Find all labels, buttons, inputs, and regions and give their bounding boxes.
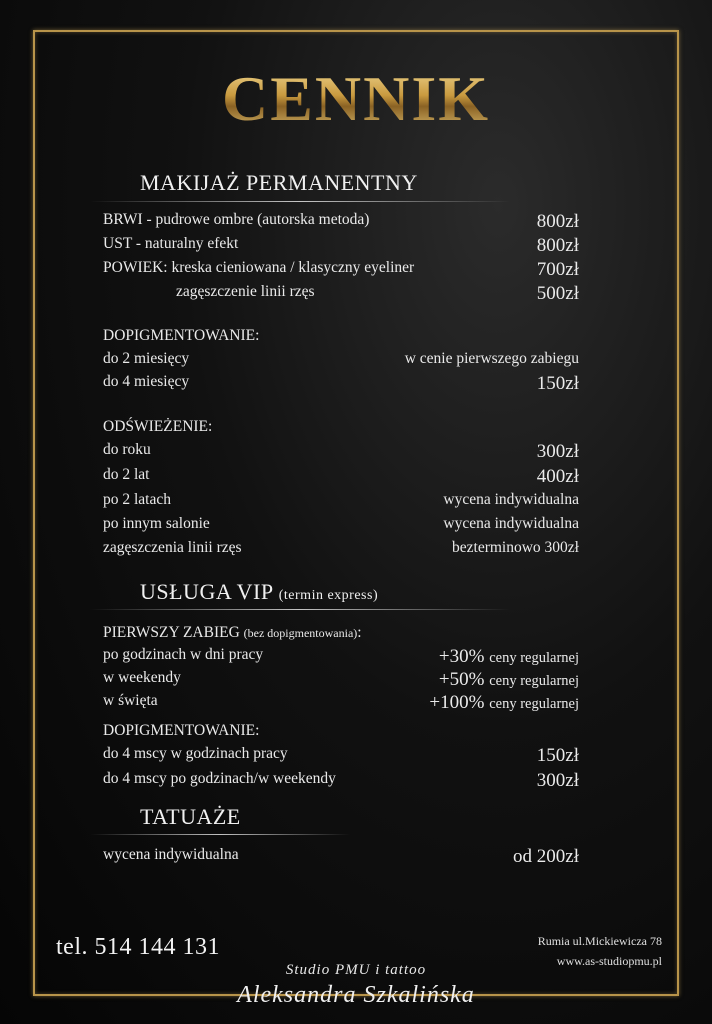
first-treatment-note: (bez dopigmentowania) xyxy=(243,626,358,640)
surcharge-suffix: ceny regularnej xyxy=(489,673,579,689)
price-row xyxy=(0,491,712,515)
subheading-refresh: ODŚWIEŻENIE: xyxy=(103,418,213,435)
price-value xyxy=(439,669,579,691)
price-label: zagęszczenie linii rzęs xyxy=(176,283,315,300)
price-row xyxy=(0,350,712,374)
section-heading-permanent-makeup: MAKIJAŻ PERMANENTNY xyxy=(140,170,418,195)
section-divider xyxy=(90,201,510,202)
price-value: wycena indywidualna xyxy=(443,515,579,532)
price-value: 300zł xyxy=(536,770,579,791)
price-value: 150zł xyxy=(536,745,579,766)
owner-signature: Aleksandra Szkalińska xyxy=(237,982,475,1008)
phone-number: tel. 514 144 131 xyxy=(56,934,220,960)
subheading-dopigmentation-vip: DOPIGMENTOWANIE: xyxy=(103,722,260,739)
price-label: w weekendy xyxy=(103,669,181,686)
price-label: wycena indywidualna xyxy=(103,846,239,863)
price-value: 300zł xyxy=(536,441,579,462)
price-label: do 2 lat xyxy=(103,466,150,483)
page-title: CENNIK xyxy=(0,62,712,136)
price-row xyxy=(0,259,712,283)
price-value xyxy=(439,646,579,668)
section-divider xyxy=(90,609,510,610)
price-row xyxy=(0,669,712,693)
price-row xyxy=(0,235,712,259)
surcharge-percent: +30% xyxy=(438,646,485,667)
price-row xyxy=(0,515,712,539)
price-row xyxy=(0,692,712,716)
price-row xyxy=(0,441,712,465)
address: Rumia ul.Mickiewicza 78 xyxy=(537,934,662,948)
first-treatment-label: PIERWSZY ZABIEG xyxy=(103,624,240,641)
price-row xyxy=(0,745,712,769)
price-value: wycena indywidualna xyxy=(443,491,579,508)
price-label: do 2 miesięcy xyxy=(103,350,190,367)
price-label: do 4 mscy w godzinach pracy xyxy=(103,745,288,762)
price-label: po godzinach w dni pracy xyxy=(103,646,264,663)
price-row xyxy=(0,646,712,670)
price-label: POWIEK: kreska cieniowana / klasyczny eyeliner xyxy=(103,259,415,276)
studio-name: Studio PMU i tattoo xyxy=(285,962,427,978)
price-row xyxy=(0,373,712,397)
vip-heading-note: (termin express) xyxy=(278,588,379,603)
section-heading-tattoo: TATUAŻE xyxy=(140,804,241,829)
section-heading-vip xyxy=(140,579,378,605)
price-label: do roku xyxy=(103,441,151,458)
surcharge-percent: +100% xyxy=(429,692,485,713)
section-divider xyxy=(90,834,350,835)
price-row xyxy=(0,466,712,490)
price-value: 800zł xyxy=(536,235,579,256)
price-label: w święta xyxy=(103,692,158,709)
price-value xyxy=(429,692,579,714)
first-treatment-colon: : xyxy=(357,624,362,641)
price-value: 800zł xyxy=(536,211,579,232)
price-value: 150zł xyxy=(536,373,579,394)
price-label: UST - naturalny efekt xyxy=(103,235,239,252)
surcharge-percent: +50% xyxy=(438,669,485,690)
price-value: 400zł xyxy=(536,466,579,487)
vip-heading-text: USŁUGA VIP xyxy=(140,579,273,604)
price-value: 700zł xyxy=(536,259,579,280)
price-value: od 200zł xyxy=(513,846,579,867)
price-row xyxy=(0,211,712,235)
price-value: w cenie pierwszego zabiegu xyxy=(404,350,579,367)
price-label: po 2 latach xyxy=(103,491,172,508)
price-value: bezterminowo 300zł xyxy=(452,539,579,556)
price-label: do 4 miesięcy xyxy=(103,373,190,390)
subheading-dopigmentation: DOPIGMENTOWANIE: xyxy=(103,327,260,344)
surcharge-suffix: ceny regularnej xyxy=(489,696,579,712)
subheading-first-treatment xyxy=(103,624,362,642)
price-label: BRWI - pudrowe ombre (autorska metoda) xyxy=(103,211,370,228)
price-row xyxy=(0,846,712,870)
website: www.as-studiopmu.pl xyxy=(556,954,662,968)
price-row xyxy=(0,283,712,307)
price-label: po innym salonie xyxy=(103,515,210,532)
surcharge-suffix: ceny regularnej xyxy=(489,650,579,666)
price-label: do 4 mscy po godzinach/w weekendy xyxy=(103,770,336,787)
price-label: zagęszczenia linii rzęs xyxy=(103,539,242,556)
price-row xyxy=(0,539,712,563)
price-value: 500zł xyxy=(536,283,579,304)
price-row xyxy=(0,770,712,794)
